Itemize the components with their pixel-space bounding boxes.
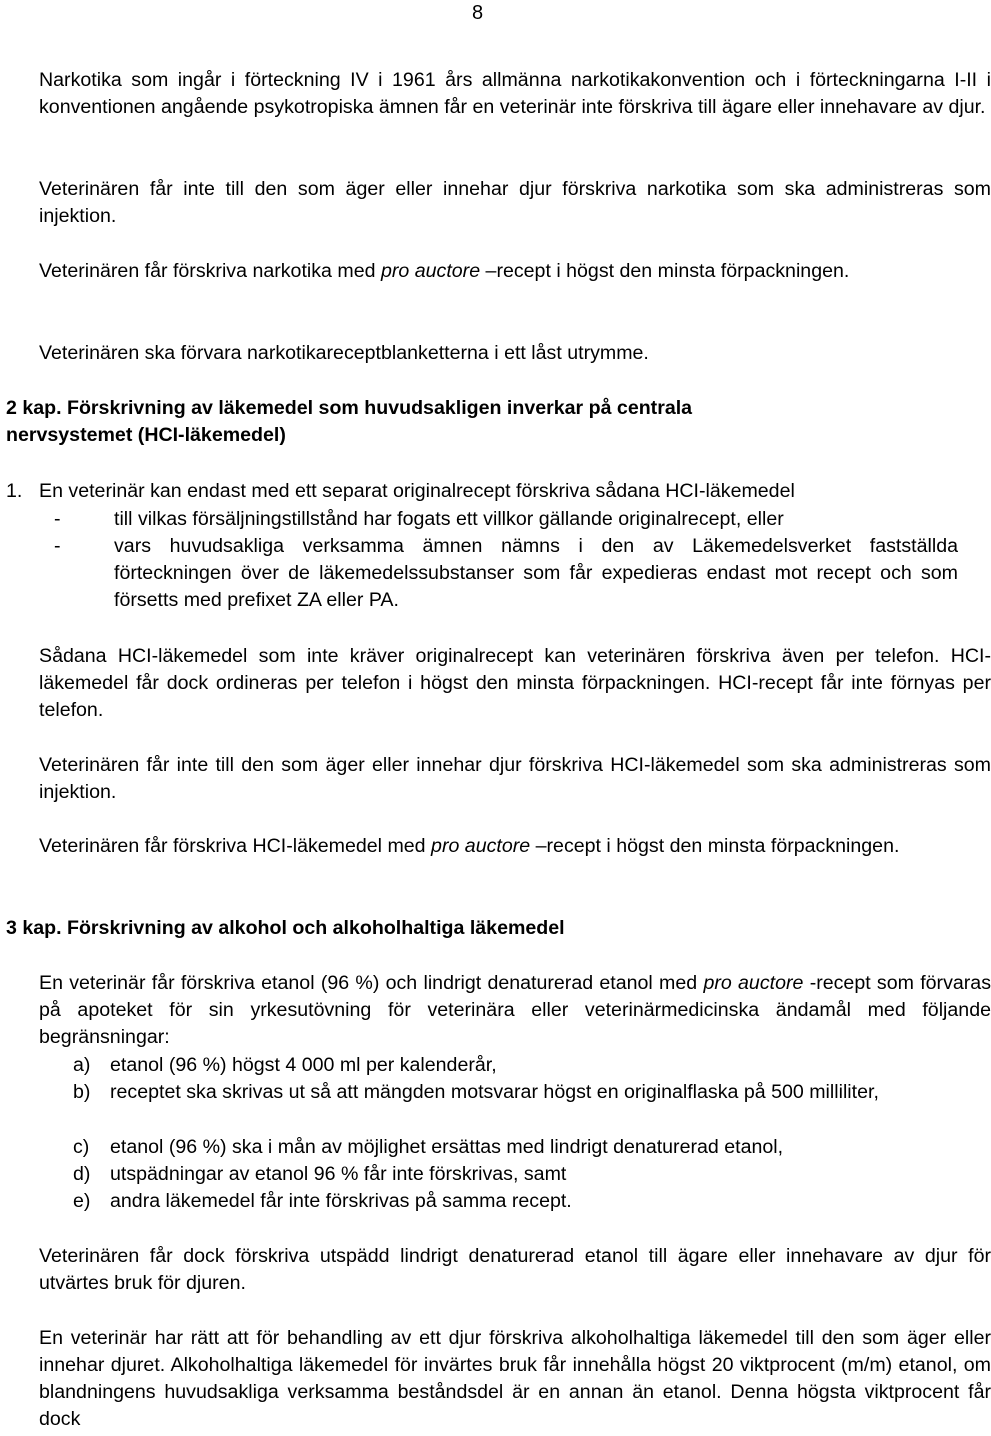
ch3-item-2 [6, 1243, 991, 1297]
ch1-item-3 [6, 176, 991, 230]
ch1-item-4 [6, 258, 991, 285]
dash-text: till vilkas försäljningstillstånd har fogats ett villkor gällande originalrecept, eller [114, 508, 784, 530]
item-number [6, 970, 39, 997]
dash-marker: - [54, 508, 61, 530]
item-text: Narkotika som ingår i förteckning IV i 1961 års allmänna narkotikakonvention och i förteckningarna I-II i konventionen angående psykotropiska ämnen får en veterinär inte förskriva till ägare eller innehavare av djur. [39, 69, 991, 118]
item-text: En veterinär har rätt att för behandling av ett djur förskriva alkoholhaltiga läkemedel till den som äger eller innehar djuret. Alkoholhaltiga läkemedel för invärtes bruk får innehålla högst 20 viktprocent (m/m) etanol, om blandningens huvudsakliga verksamma beståndsdel är en annan än etanol. Denna högsta viktprocent får dock [39, 1327, 991, 1430]
ch3-list-item-d [73, 1161, 958, 1188]
heading-line-2: nervsystemet (HCI-läkemedel) [6, 424, 286, 446]
chapter-3-heading: 3 kap. Förskrivning av alkohol och alkoholhaltiga läkemedel [6, 917, 565, 939]
ch3-list-item-a [73, 1052, 958, 1079]
list-label: c) [73, 1136, 90, 1158]
item-number [6, 1243, 39, 1270]
item-number [6, 643, 39, 670]
item-text: Veterinären får inte till den som äger eller innehar djur förskriva HCI-läkemedel som ska administreras som injektion. [39, 754, 991, 803]
chapter-2-heading [6, 395, 958, 449]
item-text-post: -recept som förvaras på apoteket för sin yrkesutövning för veterinära eller veterinärmedicinska ändamål med följande begränsningar: [39, 972, 991, 1048]
item-text-post: –recept i högst den minsta förpackningen. [535, 835, 900, 857]
heading-line-1: 2 kap. Förskrivning av läkemedel som huvudsakligen inverkar på centrala [6, 397, 693, 419]
item-text: Veterinären får dock förskriva utspädd lindrigt denaturerad etanol till ägare eller innehavare av djur för utvärtes bruk för djuren. [39, 1245, 991, 1294]
list-text: andra läkemedel får inte förskrivas på samma recept. [110, 1190, 572, 1212]
item-text-italic: pro auctore [380, 260, 481, 282]
page-number: 8 [472, 2, 484, 24]
item-text: Sådana HCI-läkemedel som inte kräver originalrecept kan veterinären förskriva även per telefon. HCI-läkemedel får dock ordineras per telefon i högst den minsta förpackningen. HCI-recept får inte förnyas per telefon. [39, 645, 991, 721]
list-text: etanol (96 %) ska i mån av möjlighet ersättas med lindrigt denaturerad etanol, [110, 1136, 784, 1158]
item-text-pre: Veterinären får förskriva HCI-läkemedel med [39, 835, 426, 857]
item-text: En veterinär kan endast med ett separat originalrecept förskriva sådana HCI-läkemedel [39, 480, 795, 502]
item-text-italic: pro auctore [431, 835, 531, 857]
ch3-list-item-e [73, 1188, 958, 1215]
ch2-item-1 [6, 478, 958, 505]
ch2-item-2 [6, 643, 991, 724]
list-label: a) [73, 1054, 91, 1076]
list-label: e) [73, 1190, 91, 1212]
ch2-item-3 [6, 752, 991, 806]
ch3-item-3 [6, 1325, 991, 1433]
item-number [6, 1325, 39, 1352]
list-label: d) [73, 1163, 91, 1185]
list-text: receptet ska skrivas ut så att mängden motsvarar högst en originalflaska på 500 milliliter, [110, 1081, 879, 1103]
ch3-item-1 [6, 970, 991, 1051]
ch3-list-item-b [73, 1079, 958, 1106]
item-number [6, 833, 39, 860]
ch1-item-5 [6, 340, 991, 367]
item-text-italic: pro auctore [703, 972, 804, 994]
item-number [6, 752, 39, 779]
list-text: etanol (96 %) högst 4 000 ml per kalenderår, [110, 1054, 497, 1076]
item-text: Veterinären ska förvara narkotikareceptblanketterna i ett låst utrymme. [39, 342, 649, 364]
item-text-pre: En veterinär får förskriva etanol (96 %) och lindrigt denaturerad etanol med [39, 972, 698, 994]
item-number [6, 258, 39, 285]
item-number [6, 67, 39, 94]
item-text-pre: Veterinären får förskriva narkotika med [39, 260, 376, 282]
item-number: 1. [6, 480, 23, 502]
ch2-dash-item-2 [54, 533, 958, 614]
dash-marker: - [54, 535, 61, 557]
ch1-item-2 [6, 67, 991, 121]
ch2-item-4 [6, 833, 991, 860]
ch3-list-item-c [73, 1134, 958, 1161]
item-number [6, 340, 39, 367]
item-text: Veterinären får inte till den som äger eller innehar djur förskriva narkotika som ska administreras som injektion. [39, 178, 991, 227]
dash-text: vars huvudsakliga verksamma ämnen nämns i den av Läkemedelsverket fastställda förteckningen över de läkemedelssubstanser som får expedieras endast mot recept och som försetts med prefixet ZA eller PA. [114, 535, 958, 611]
item-text-post: –recept i högst den minsta förpackningen. [485, 260, 850, 282]
list-label: b) [73, 1081, 91, 1103]
list-text: utspädningar av etanol 96 % får inte förskrivas, samt [110, 1163, 567, 1185]
item-number [6, 176, 39, 203]
ch2-dash-item-1 [54, 506, 958, 533]
